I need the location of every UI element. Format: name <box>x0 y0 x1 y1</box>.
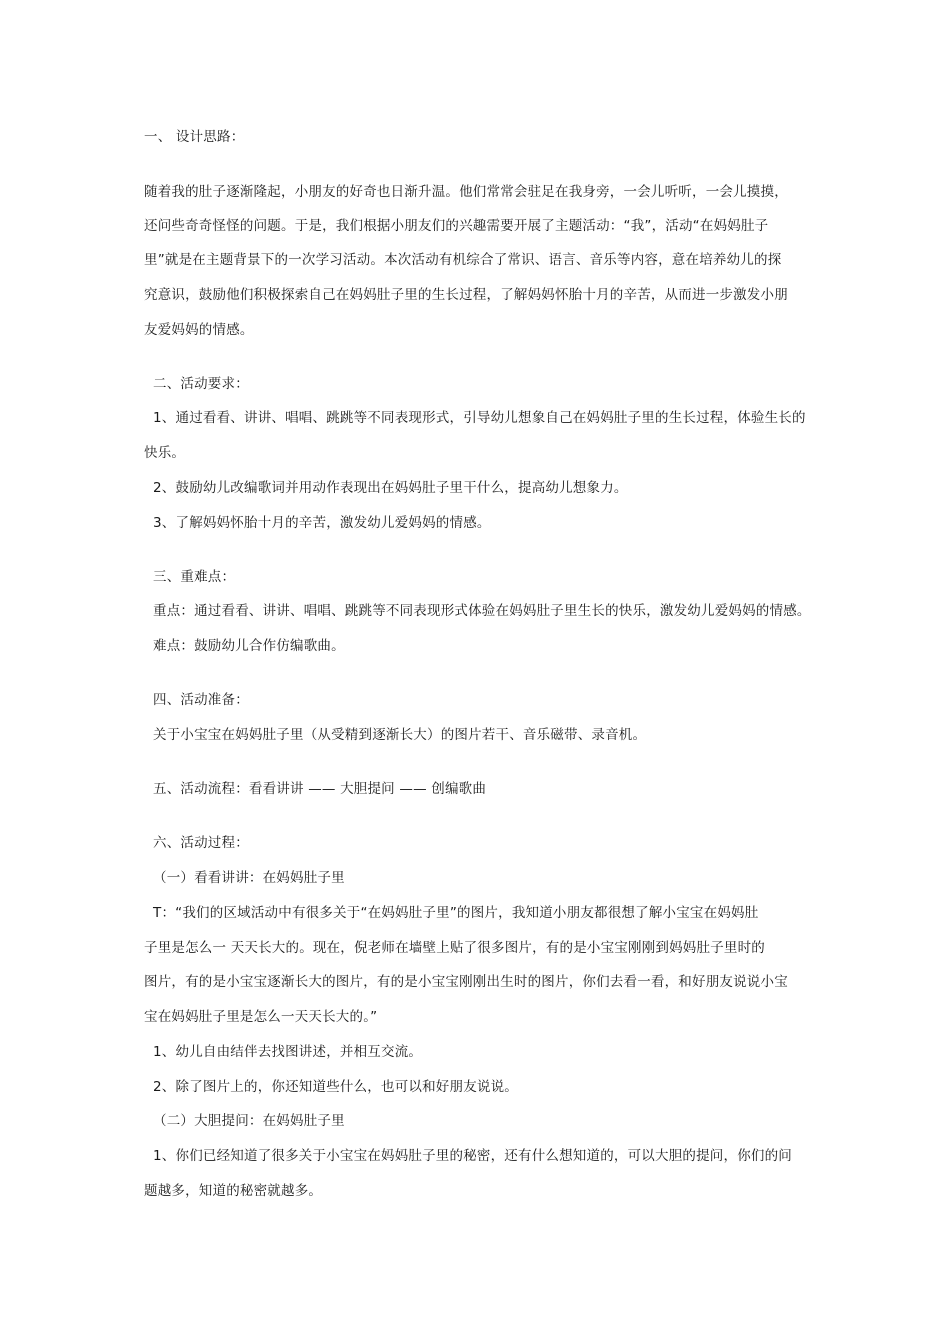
paragraph-line: T：“我们的区域活动中有很多关于“在妈妈肚子里”的图片，我知道小朋友都很想了解小宝宝在妈妈肚 <box>153 905 759 921</box>
list-item: 1、你们已经知道了很多关于小宝宝在妈妈肚子里的秘密，还有什么想知道的，可以大胆的提问，你们的问 <box>153 1148 792 1164</box>
list-item: 1、通过看看、讲讲、唱唱、跳跳等不同表现形式，引导幼儿想象自己在妈妈肚子里的生长过程，体验生长的 <box>153 410 806 426</box>
paragraph-line: 随着我的肚子逐渐隆起，小朋友的好奇也日渐升温。他们常常会驻足在我身旁，一会儿听听，一会儿摸摸， <box>144 184 788 200</box>
list-item-continuation: 快乐。 <box>144 445 186 461</box>
paragraph-line: 究意识，鼓励他们积极探索自己在妈妈肚子里的生长过程，了解妈妈怀胎十月的辛苦，从而进一步激发小朋 <box>144 287 788 303</box>
paragraph-line: 图片，有的是小宝宝逐渐长大的图片，有的是小宝宝刚刚出生时的图片，你们去看一看，和好朋友说说小宝 <box>144 974 788 990</box>
heading-activity-requirements: 二、活动要求： <box>153 376 249 392</box>
paragraph-line: 里”就是在主题背景下的一次学习活动。本次活动有机综合了常识、语言、音乐等内容，意在培养幼儿的探 <box>144 252 782 268</box>
heading-design-idea: 一、 设计思路： <box>144 129 245 145</box>
heading-preparation: 四、活动准备： <box>153 692 249 708</box>
list-item: 2、鼓励幼儿改编歌词并用动作表现出在妈妈肚子里干什么，提高幼儿想象力。 <box>153 480 628 496</box>
paragraph-line: 友爱妈妈的情感。 <box>144 322 254 338</box>
list-item: 2、除了图片上的，你还知道些什么，也可以和好朋友说说。 <box>153 1079 518 1095</box>
preparation-text: 关于小宝宝在妈妈肚子里（从受精到逐渐长大）的图片若干、音乐磁带、录音机。 <box>153 727 647 743</box>
list-item-continuation: 题越多，知道的秘密就越多。 <box>144 1183 323 1199</box>
heading-key-points: 三、重难点： <box>153 569 236 585</box>
paragraph-line: 还问些奇奇怪怪的问题。于是，我们根据小朋友们的兴趣需要开展了主题活动：“我”，活动“在妈妈肚子 <box>144 218 769 234</box>
paragraph-line: 宝在妈妈肚子里是怎么一天天长大的。” <box>144 1009 378 1025</box>
difficult-point: 难点：鼓励幼儿合作仿编歌曲。 <box>153 638 345 654</box>
list-item: 3、了解妈妈怀胎十月的辛苦，激发幼儿爱妈妈的情感。 <box>153 515 491 531</box>
key-point: 重点：通过看看、讲讲、唱唱、跳跳等不同表现形式体验在妈妈肚子里生长的快乐，激发幼儿爱妈妈的情感。 <box>153 603 811 619</box>
list-item: 1、幼儿自由结伴去找图讲述，并相互交流。 <box>153 1044 423 1060</box>
heading-activity-process: 六、活动过程： <box>153 835 249 851</box>
heading-activity-flow: 五、活动流程：看看讲讲 —— 大胆提问 —— 创编歌曲 <box>153 781 487 797</box>
subheading-look-and-tell: （一）看看讲讲：在妈妈肚子里 <box>153 870 345 886</box>
paragraph-line: 子里是怎么一 天天长大的。现在，倪老师在墙壁上贴了很多图片，有的是小宝宝刚刚到妈妈肚子里时的 <box>144 940 765 956</box>
subheading-bold-questions: （二）大胆提问：在妈妈肚子里 <box>153 1113 345 1129</box>
